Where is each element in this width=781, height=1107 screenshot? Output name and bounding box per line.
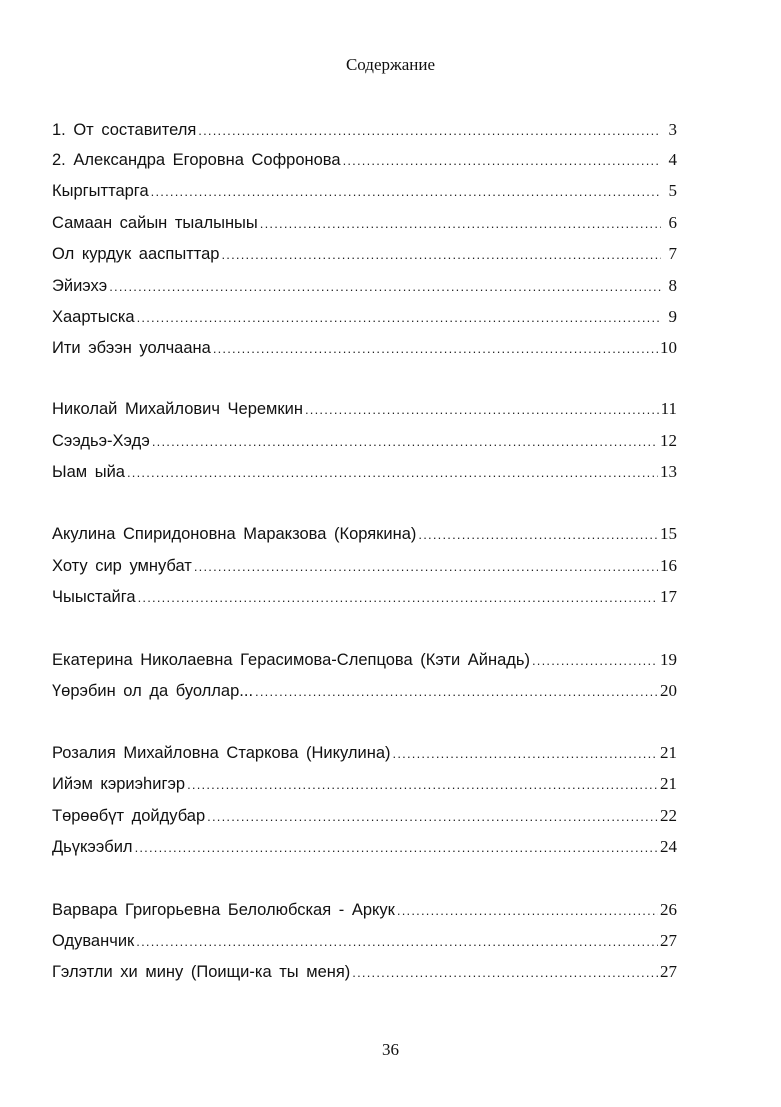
toc-leader-dots xyxy=(135,840,658,855)
toc-entry-title: Ыам ыйа xyxy=(52,463,125,481)
toc-leader-dots xyxy=(138,590,658,605)
toc-entry-page: 15 xyxy=(660,524,677,543)
toc-entry-page: 16 xyxy=(660,556,677,575)
toc-entry-page: 27 xyxy=(660,962,677,981)
toc-entry-title: Самаан сайын тыалыныы xyxy=(52,214,258,232)
toc-leader-dots xyxy=(127,465,658,480)
toc-entry-page: 12 xyxy=(660,431,677,450)
toc-entry-title: Төрөөбүт дойдубар xyxy=(52,807,206,825)
toc-entry-page: 6 xyxy=(668,213,677,232)
toc-leader-dots xyxy=(532,653,658,668)
toc-entry[interactable] xyxy=(52,431,677,453)
toc-entry[interactable] xyxy=(52,338,677,360)
toc-leader-dots xyxy=(393,746,658,761)
toc-entry-title: Екатерина Николаевна Герасимова-Слепцова (Кэти Айнадь) xyxy=(52,651,530,669)
toc-entry-page: 7 xyxy=(668,244,677,263)
toc-entry-title: Акулина Спиридоновна Маракзова (Корякина) xyxy=(52,525,417,543)
toc-entry[interactable] xyxy=(52,650,677,672)
toc-leader-dots xyxy=(352,965,658,980)
toc-entry-title: Одуванчик xyxy=(52,932,135,950)
toc-entry-title: Варвара Григорьевна Белолюбская - Аркук xyxy=(52,901,395,919)
toc-entry[interactable] xyxy=(52,900,677,922)
toc-entry[interactable] xyxy=(52,931,677,953)
toc-entry[interactable] xyxy=(52,806,677,828)
toc-entry-page: 13 xyxy=(660,462,677,481)
toc-entry[interactable] xyxy=(52,962,677,984)
toc-entry-title: Ийэм кэриэһигэр xyxy=(52,775,186,793)
toc-entry[interactable] xyxy=(52,181,677,203)
toc-entry-title: Ол курдук ааспыттар xyxy=(52,245,220,263)
toc-entry-page: 17 xyxy=(660,587,677,606)
toc-leader-dots xyxy=(194,559,658,574)
toc-entry[interactable] xyxy=(52,774,677,796)
toc-entry-title: 1. От составителя xyxy=(52,121,197,139)
toc-leader-dots xyxy=(397,903,658,918)
toc-entry[interactable] xyxy=(52,150,677,172)
toc-leader-dots xyxy=(418,527,658,542)
toc-entry[interactable] xyxy=(52,681,677,703)
toc-entry-title: Дьүкээбил xyxy=(52,838,133,856)
toc-entry-page: 22 xyxy=(660,806,677,825)
toc-leader-dots xyxy=(255,684,658,699)
toc-entry-title: Николай Михайлович Черемкин xyxy=(52,400,303,418)
toc-leader-dots xyxy=(222,247,662,262)
toc-entry[interactable] xyxy=(52,837,677,859)
toc-entry-title: Гэлэтли хи мину (Поищи-ка ты меня) xyxy=(52,963,351,981)
toc-entry[interactable] xyxy=(52,587,677,609)
toc-leader-dots xyxy=(187,777,658,792)
toc-entry-title: 2. Александра Егоровна Софронова xyxy=(52,151,341,169)
toc-entry-page: 9 xyxy=(668,307,677,326)
toc-entry-page: 3 xyxy=(668,120,677,139)
page-title: Содержание xyxy=(345,55,436,74)
toc-leader-dots xyxy=(305,402,659,417)
toc-entry-page: 26 xyxy=(660,900,677,919)
toc-entry-page: 21 xyxy=(660,743,677,762)
toc-entry[interactable] xyxy=(52,743,677,765)
toc-entry-page: 21 xyxy=(660,774,677,793)
toc-entry-title: Хоту сир умнубат xyxy=(52,557,192,575)
page-number: 36 xyxy=(382,1040,399,1059)
toc-entry-title: Хаартыска xyxy=(52,308,135,326)
toc-entry-page: 24 xyxy=(660,837,677,856)
toc-entry-page: 19 xyxy=(660,650,677,669)
toc-entry[interactable] xyxy=(52,307,677,329)
toc-entry-page: 5 xyxy=(668,181,677,200)
toc-entry-page: 20 xyxy=(660,681,677,700)
toc-entry[interactable] xyxy=(52,244,677,266)
toc-entry-title: Эйиэхэ xyxy=(52,277,108,295)
toc-entry-page: 8 xyxy=(668,276,677,295)
toc-leader-dots xyxy=(109,279,661,294)
toc-entry-title: Ити эбээн уолчаана xyxy=(52,339,211,357)
toc-leader-dots xyxy=(137,310,661,325)
toc-leader-dots xyxy=(260,216,661,231)
toc-leader-dots xyxy=(198,123,661,138)
toc-entry-title: Чыыстайга xyxy=(52,588,136,606)
toc-entry-title: Сээдьэ-Хэдэ xyxy=(52,432,150,450)
toc-entry[interactable] xyxy=(52,399,677,421)
toc-entry[interactable] xyxy=(52,524,677,546)
toc-entry[interactable] xyxy=(52,462,677,484)
toc-leader-dots xyxy=(343,153,661,168)
toc-entry-title: Розалия Михайловна Старкова (Никулина) xyxy=(52,744,391,762)
toc-entry-page: 11 xyxy=(660,399,677,418)
toc-entry-title: Кыргыттарга xyxy=(52,182,149,200)
toc-leader-dots xyxy=(136,934,658,949)
toc-entry-page: 4 xyxy=(668,150,677,169)
toc-entry-title: Үөрэбин ол да буоллар... xyxy=(52,682,254,700)
toc-leader-dots xyxy=(207,809,658,824)
toc-leader-dots xyxy=(151,184,661,199)
toc-entry[interactable] xyxy=(52,556,677,578)
toc-entry[interactable] xyxy=(52,213,677,235)
toc-entry-page: 10 xyxy=(660,338,677,357)
toc-leader-dots xyxy=(213,341,658,356)
toc-entry[interactable] xyxy=(52,120,677,142)
toc-entry[interactable] xyxy=(52,276,677,298)
toc-leader-dots xyxy=(152,434,658,449)
toc-entry-page: 27 xyxy=(660,931,677,950)
